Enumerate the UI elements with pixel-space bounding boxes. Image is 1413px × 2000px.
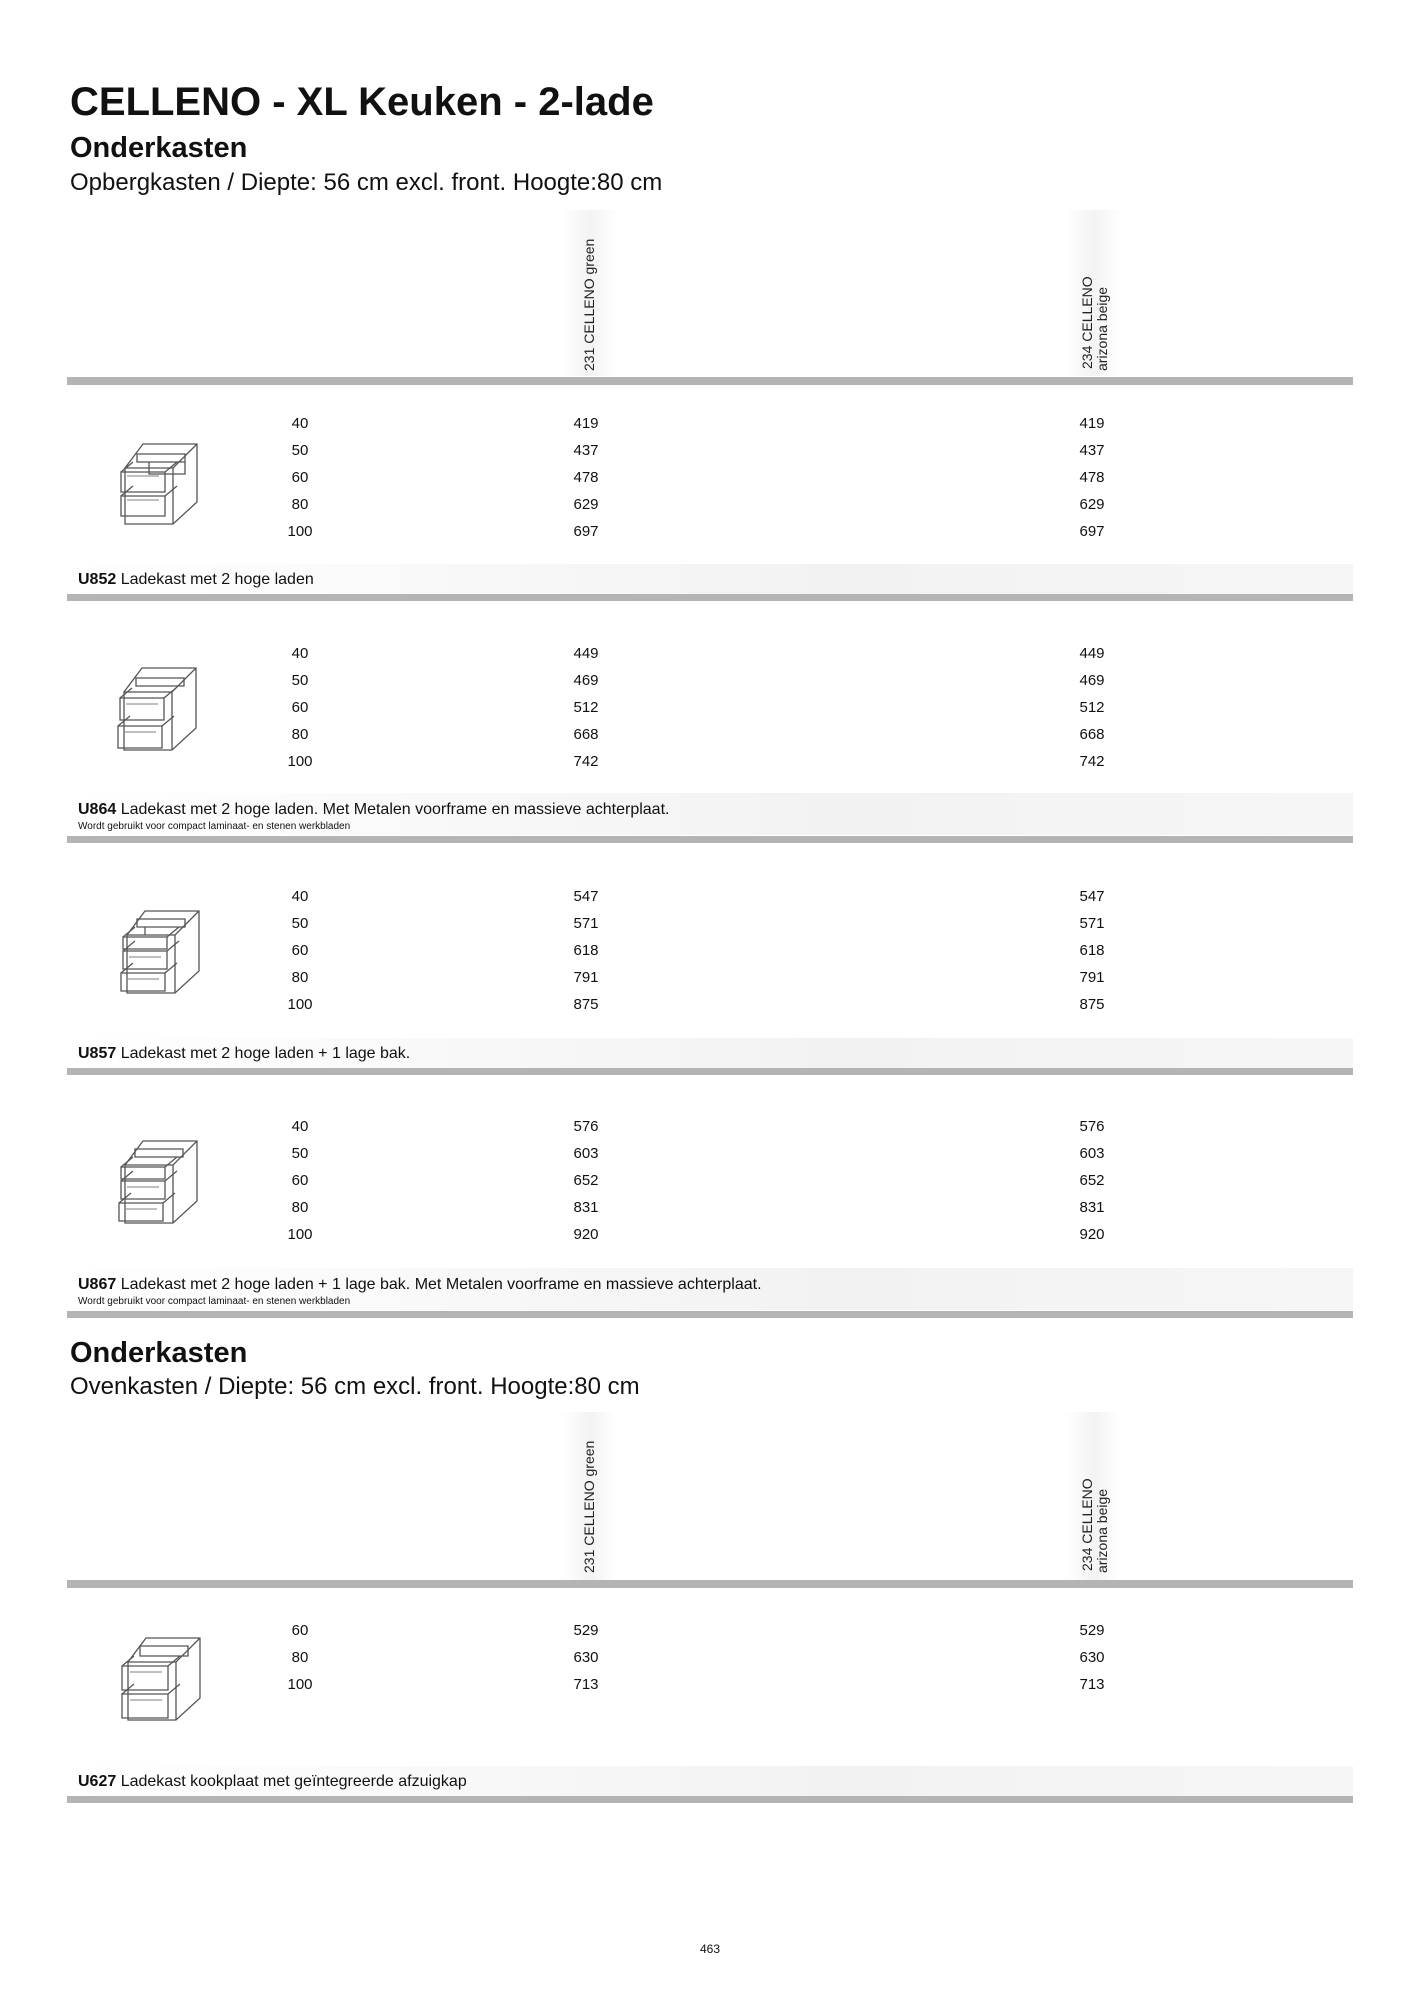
price-beige-cell: 512 [1079, 699, 1105, 716]
product-image [115, 432, 215, 532]
price-green-cell: 697 [573, 523, 599, 540]
price-beige-cell: 529 [1079, 1622, 1105, 1639]
column-label-green: 231 CELLENO green [581, 1440, 597, 1573]
price-beige-cell: 920 [1079, 1226, 1105, 1243]
product-name: Ladekast met 2 hoge laden + 1 lage bak. Met Metalen voorframe en massieve achterplaat. [120, 1276, 762, 1293]
price-beige-cell: 630 [1079, 1649, 1105, 1666]
product-divider [67, 1796, 1353, 1803]
width-cell: 100 [287, 996, 313, 1013]
product-description [78, 1276, 762, 1294]
product-description [78, 1045, 410, 1063]
product-name: Ladekast met 2 hoge laden. Met Metalen voorframe en massieve achterplaat. [120, 801, 670, 818]
price-beige-cell: 419 [1079, 415, 1105, 432]
product-code: U867 [78, 1276, 117, 1293]
width-cell: 80 [291, 726, 309, 743]
price-beige-cell: 629 [1079, 496, 1105, 513]
price-green-cell: 603 [573, 1145, 599, 1162]
header-divider [67, 377, 1353, 385]
product-name: Ladekast kookplaat met geïntegreerde afzuigkap [120, 1773, 467, 1790]
width-cell: 50 [291, 672, 309, 689]
price-green-cell: 791 [573, 969, 599, 986]
price-green-cell: 668 [573, 726, 599, 743]
price-beige-cell: 449 [1079, 645, 1105, 662]
product-image [115, 905, 215, 1005]
product-divider [67, 594, 1353, 601]
price-beige-cell: 791 [1079, 969, 1105, 986]
section-heading: Onderkasten [70, 1337, 248, 1369]
price-beige-cell: 547 [1079, 888, 1105, 905]
page-number: 463 [699, 1942, 721, 1956]
price-beige-cell: 713 [1079, 1676, 1105, 1693]
product-image [112, 662, 212, 762]
product-image [113, 1135, 213, 1235]
section-subheading: Opbergkasten / Diepte: 56 cm excl. front. Hoogte:80 cm [70, 169, 663, 196]
width-cell: 60 [291, 699, 309, 716]
price-green-cell: 469 [573, 672, 599, 689]
price-green-cell: 547 [573, 888, 599, 905]
price-green-cell: 576 [573, 1118, 599, 1135]
price-green-cell: 618 [573, 942, 599, 959]
width-cell: 40 [291, 645, 309, 662]
width-cell: 50 [291, 1145, 309, 1162]
price-green-cell: 449 [573, 645, 599, 662]
price-green-cell: 742 [573, 753, 599, 770]
width-cell: 100 [287, 1676, 313, 1693]
width-cell: 100 [287, 1226, 313, 1243]
price-green-cell: 713 [573, 1676, 599, 1693]
price-green-cell: 571 [573, 915, 599, 932]
drawer-cabinet-2-icon [115, 432, 215, 532]
price-green-cell: 630 [573, 1649, 599, 1666]
price-beige-cell: 603 [1079, 1145, 1105, 1162]
product-divider [67, 1068, 1353, 1075]
product-description [78, 571, 314, 589]
product-code: U864 [78, 801, 117, 818]
price-beige-cell: 742 [1079, 753, 1105, 770]
product-name: Ladekast met 2 hoge laden [120, 571, 314, 588]
section-subheading: Ovenkasten / Diepte: 56 cm excl. front. Hoogte:80 cm [70, 1373, 640, 1400]
page-title: CELLENO - XL Keuken - 2-lade [70, 80, 654, 124]
width-cell: 40 [291, 888, 309, 905]
width-cell: 80 [291, 1199, 309, 1216]
product-name: Ladekast met 2 hoge laden + 1 lage bak. [120, 1045, 411, 1062]
product-image [114, 1632, 214, 1732]
column-label-beige-line2: arizona beige [1094, 1488, 1110, 1573]
price-green-cell: 920 [573, 1226, 599, 1243]
hob-drawer-cabinet-icon [114, 1632, 214, 1732]
price-green-cell: 478 [573, 469, 599, 486]
width-cell: 50 [291, 442, 309, 459]
price-green-cell: 512 [573, 699, 599, 716]
width-cell: 80 [291, 496, 309, 513]
price-green-cell: 629 [573, 496, 599, 513]
product-note: Wordt gebruikt voor compact laminaat- en stenen werkbladen [78, 1296, 351, 1307]
price-green-cell: 529 [573, 1622, 599, 1639]
price-beige-cell: 478 [1079, 469, 1105, 486]
product-code: U627 [78, 1773, 117, 1790]
column-label-beige: 234 CELLENO [1079, 1478, 1095, 1571]
price-green-cell: 875 [573, 996, 599, 1013]
price-beige-cell: 618 [1079, 942, 1105, 959]
width-cell: 60 [291, 1172, 309, 1189]
drawer-cabinet-3-icon [115, 905, 215, 1005]
width-cell: 80 [291, 1649, 309, 1666]
width-cell: 80 [291, 969, 309, 986]
column-label-green: 231 CELLENO green [581, 238, 597, 371]
product-note: Wordt gebruikt voor compact laminaat- en stenen werkbladen [78, 821, 351, 832]
width-cell: 60 [291, 942, 309, 959]
product-divider [67, 1311, 1353, 1318]
product-description [78, 801, 669, 819]
product-description [78, 1773, 467, 1791]
width-cell: 100 [287, 523, 313, 540]
product-code: U857 [78, 1045, 117, 1062]
price-beige-cell: 697 [1079, 523, 1105, 540]
column-label-beige: 234 CELLENO [1079, 276, 1095, 369]
price-green-cell: 652 [573, 1172, 599, 1189]
section-heading: Onderkasten [70, 132, 248, 164]
price-beige-cell: 469 [1079, 672, 1105, 689]
price-beige-cell: 576 [1079, 1118, 1105, 1135]
price-green-cell: 437 [573, 442, 599, 459]
price-green-cell: 831 [573, 1199, 599, 1216]
width-cell: 40 [291, 1118, 309, 1135]
price-beige-cell: 875 [1079, 996, 1105, 1013]
price-beige-cell: 831 [1079, 1199, 1105, 1216]
price-beige-cell: 437 [1079, 442, 1105, 459]
drawer-cabinet-3-icon [113, 1135, 213, 1235]
column-label-beige-line2: arizona beige [1094, 286, 1110, 371]
product-divider [67, 836, 1353, 843]
drawer-cabinet-2-icon [112, 662, 212, 762]
price-beige-cell: 668 [1079, 726, 1105, 743]
price-green-cell: 419 [573, 415, 599, 432]
width-cell: 40 [291, 415, 309, 432]
width-cell: 100 [287, 753, 313, 770]
width-cell: 60 [291, 1622, 309, 1639]
product-code: U852 [78, 571, 117, 588]
price-beige-cell: 571 [1079, 915, 1105, 932]
header-divider [67, 1580, 1353, 1588]
price-beige-cell: 652 [1079, 1172, 1105, 1189]
width-cell: 60 [291, 469, 309, 486]
width-cell: 50 [291, 915, 309, 932]
